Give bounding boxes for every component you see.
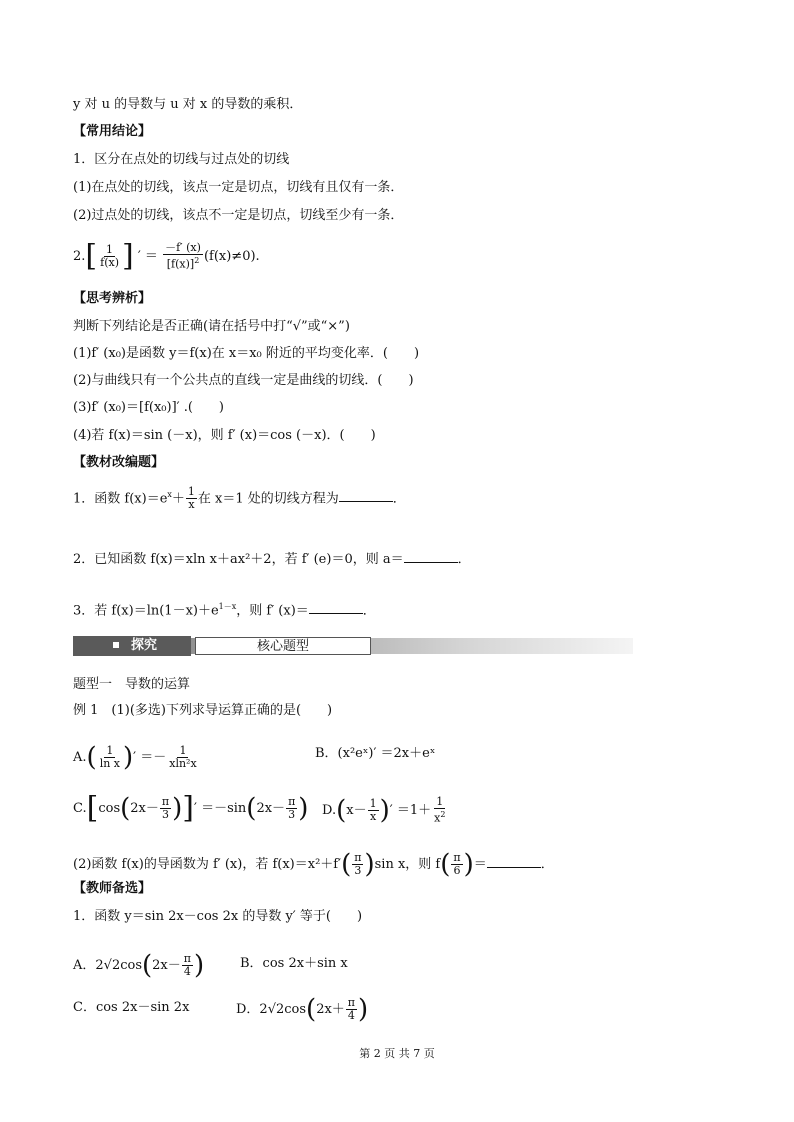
teacher-option-c: C．cos 2x－sin 2x: [73, 1000, 190, 1015]
conclusion-2: 2.[ $\frac{1}{f(x)}$ ] ′ ＝ $\frac{-f' (x)}{[f(x)]^2}$ (f(x)≠0).: [73, 238, 260, 274]
judge-instruction: 判断下列结论是否正确(请在括号中打“√”或“×”): [73, 319, 350, 334]
banner-tag: 探究: [73, 636, 191, 656]
option-d: D.(x－ $\frac{1}{x}$ )′ ＝1＋ $\frac{1}{x^2}$: [322, 795, 446, 826]
textbook-q2: 2．已知函数 f(x)＝xln x＋ax²＋2，若 f′ (e)＝0，则 a＝ ．: [73, 552, 471, 567]
heading-teacher: 【教师备选】: [73, 881, 152, 896]
one-over-x-fraction: $\frac{1}{x}$: [187, 485, 195, 512]
derivative-fraction: $\frac{-f' (x)}{[f(x)]^2}$: [165, 241, 201, 271]
answer-blank[interactable]: [309, 601, 363, 614]
answer-blank[interactable]: [339, 489, 393, 502]
judge-q3: (3)f′ (x₀)＝[f(x₀)]′ .( ): [73, 400, 224, 415]
reciprocal-fraction: $\frac{1}{f(x)}$: [100, 242, 119, 269]
heading-thinking: 【思考辨析】: [73, 291, 152, 306]
intro-line: y 对 u 的导数与 u 对 x 的导数的乘积．: [73, 97, 303, 112]
teacher-q1: 1．函数 y＝sin 2x－cos 2x 的导数 y′ 等于( ): [73, 909, 363, 924]
example-1-part-2: (2)函数 f(x)的导函数为 f′ (x)，若 f(x)＝x²＋f′( $\frac{\pi}{3}$ )sin x，则 f( $\frac{\pi}{6}$ )＝ ．: [73, 849, 554, 880]
condition: (f(x)≠0).: [203, 248, 260, 264]
textbook-q1: 1．函数 $f(x)=e^x+$ $\frac{1}{x}$ 在 x＝1 处的切线方程为 ．: [73, 485, 406, 512]
banner-title: 核心题型: [195, 637, 371, 655]
example-1: 例 1 (1)(多选)下列求导运算正确的是( ): [73, 703, 333, 718]
conclusion-1-2: (2)过点处的切线，该点不一定是切点，切线至少有一条．: [73, 208, 404, 223]
conclusion-1-1: (1)在点处的切线，该点一定是切点，切线有且仅有一条．: [73, 180, 404, 195]
section-banner: [73, 636, 633, 656]
answer-blank[interactable]: [404, 550, 458, 563]
heading-common-conclusion: 【常用结论】: [73, 124, 152, 139]
prime-equals: ′ ＝: [137, 248, 158, 264]
page-footer: 第 2 页 共 7 页: [359, 1047, 435, 1060]
judge-q4: (4)若 f(x)＝sin (－x)，则 f′ (x)＝cos (－x)．( ): [73, 428, 376, 443]
judge-q2: (2)与曲线只有一个公共点的直线一定是曲线的切线．( ): [73, 373, 414, 388]
teacher-option-a: A．2√2cos(2x－ $\frac{\pi}{4}$ ): [73, 950, 205, 981]
conclusion-1: 1．区分在点处的切线与过点处的切线: [73, 152, 290, 167]
heading-textbook: 【教材改编题】: [73, 455, 165, 470]
conclusion-2-prefix: 2.: [73, 248, 86, 264]
option-a: A.( $\frac{1}{\text{ln x}}$ )′ ＝－ $\frac{1}{\text{xln²x}}$: [73, 742, 197, 773]
option-c: C.[cos(2x－ $\frac{\pi}{3}$ )]′ ＝－sin(2x－ $\frac{\pi}{3}$ ): [73, 790, 309, 826]
textbook-q3: 3．若 $f(x)=\ln(1-x)+e^{1-x}$，则 f′ (x)＝ ．: [73, 602, 376, 619]
judge-q1: (1)f′ (x₀)是函数 y＝f(x)在 x＝x₀ 附近的平均变化率．( ): [73, 346, 420, 361]
option-b: B．(x²eˣ)′ ＝2x＋eˣ: [315, 746, 436, 761]
answer-blank[interactable]: [487, 855, 541, 868]
type1-title: 题型一 导数的运算: [73, 677, 191, 692]
teacher-option-d: D．2√2cos(2x＋ $\frac{\pi}{4}$ ): [236, 994, 369, 1025]
teacher-option-b: B．cos 2x＋sin x: [240, 956, 348, 971]
